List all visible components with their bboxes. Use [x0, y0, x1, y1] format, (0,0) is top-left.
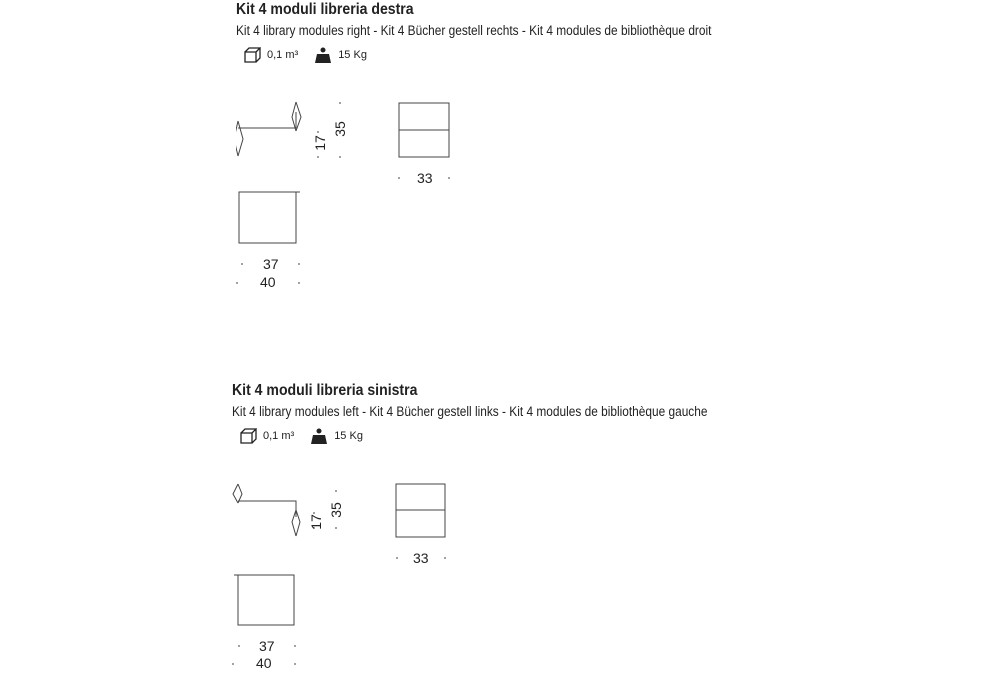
dim-height-17: 17	[311, 135, 328, 151]
weight-value: 15 Kg	[338, 49, 367, 61]
dim-depth-37: 37	[259, 638, 275, 654]
product-subtitle: Kit 4 library modules right - Kit 4 Bücher gestell rechts - Kit 4 modules de bibliothèque droit	[236, 23, 712, 38]
section-left	[232, 382, 832, 682]
dim-width-33: 33	[413, 550, 429, 566]
dim-height-17: 17	[307, 514, 324, 530]
dim-depth-40: 40	[256, 655, 272, 671]
section-right	[236, 1, 836, 301]
dim-height-35: 35	[331, 121, 348, 137]
technical-drawing	[232, 382, 832, 682]
dim-width-33: 33	[417, 170, 433, 186]
volume-value: 0,1 m³	[267, 49, 299, 61]
product-title: Kit 4 moduli libreria destra	[236, 1, 414, 18]
dim-depth-37: 37	[263, 256, 279, 272]
technical-drawing	[236, 1, 836, 301]
dim-height-35: 35	[327, 502, 344, 518]
product-subtitle: Kit 4 library modules left - Kit 4 Bücher gestell links - Kit 4 modules de bibliothèque gauche	[232, 404, 708, 419]
weight-value: 15 Kg	[334, 430, 363, 442]
volume-value: 0,1 m³	[263, 430, 295, 442]
product-title: Kit 4 moduli libreria sinistra	[232, 382, 418, 399]
dim-depth-40: 40	[260, 274, 276, 290]
